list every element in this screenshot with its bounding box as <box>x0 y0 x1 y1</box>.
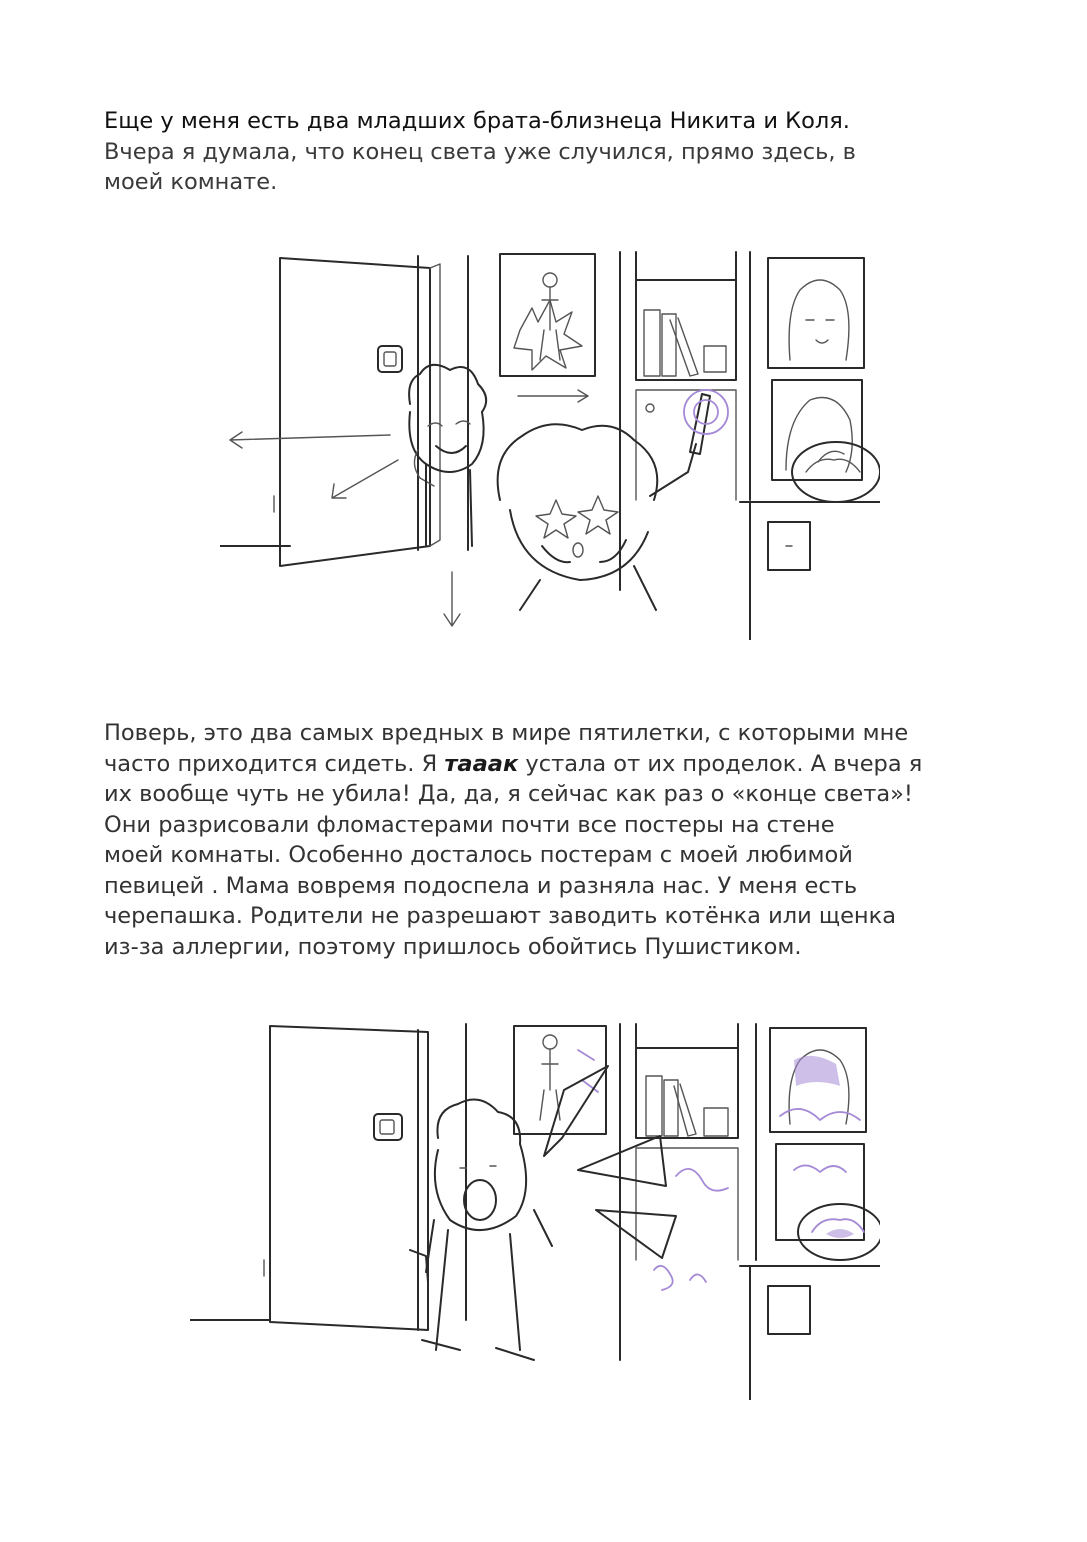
story-line-2 <box>104 749 984 780</box>
intro-line-1: Еще у меня есть два младших брата-близнеца Никита и Коля. <box>104 108 850 134</box>
paragraph-story <box>104 718 984 962</box>
story-line-4: Они разрисовали фломастерами почти все постеры на стене <box>104 811 835 838</box>
paragraph-intro <box>104 106 984 198</box>
intro-line-2: Вчера я думала, что конец света уже случился, прямо здесь, в <box>104 138 856 165</box>
story-line-1: Поверь, это два самых вредных в мире пятилетки, с которыми мне <box>104 720 909 746</box>
illustration-twins-at-door <box>220 250 880 640</box>
intro-line-3: моей комнате. <box>104 169 278 195</box>
story-line-2-start: часто приходится сидеть. Я <box>104 750 445 777</box>
story-line-3: их вообще чуть не убила! Да, да, я сейчас как раз о «конце света»! <box>104 781 913 807</box>
story-line-7: черепашка. Родители не разрешают заводить котёнка или щенка <box>104 903 897 929</box>
story-line-8: из-за аллергии, поэтому пришлось обойтись Пушистиком. <box>104 933 802 960</box>
illustration-girl-screaming <box>190 1020 880 1400</box>
emphasized-word: тааак <box>444 750 519 777</box>
story-line-2-end: устала от их проделок. А вчера я <box>518 750 923 777</box>
story-line-5: моей комнаты. Особенно досталось постерам с моей любимой <box>104 842 853 868</box>
story-line-6: певицей . Мама вовремя подоспела и разняла нас. У меня есть <box>104 872 858 899</box>
